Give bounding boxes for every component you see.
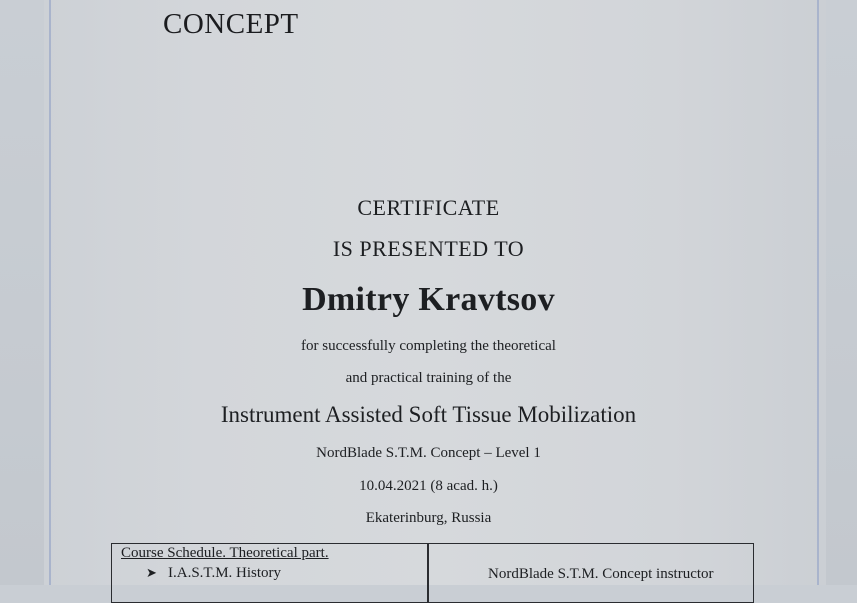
completion-line-1: for successfully completing the theoretical — [301, 338, 556, 354]
header-concept: CONCEPT — [163, 8, 299, 40]
schedule-item-label: I.A.S.T.M. History — [168, 565, 282, 581]
recipient-name: Dmitry Kravtsov — [302, 281, 555, 318]
course-level: NordBlade S.T.M. Concept – Level 1 — [316, 445, 541, 461]
schedule-divider — [427, 543, 429, 603]
arrow-bullet-icon: ➤ — [146, 565, 157, 580]
schedule-title: Course Schedule. Theoretical part. — [121, 545, 329, 561]
instructor-label: NordBlade S.T.M. Concept instructor — [488, 566, 714, 582]
schedule-item — [146, 565, 281, 582]
course-name: Instrument Assisted Soft Tissue Mobilization — [220, 402, 637, 427]
course-location: Ekaterinburg, Russia — [365, 510, 492, 526]
completion-line-2: and practical training of the — [345, 370, 512, 386]
presented-to-line: IS PRESENTED TO — [332, 236, 525, 261]
certificate-title: CERTIFICATE — [357, 195, 500, 220]
course-date: 10.04.2021 (8 acad. h.) — [359, 478, 498, 494]
